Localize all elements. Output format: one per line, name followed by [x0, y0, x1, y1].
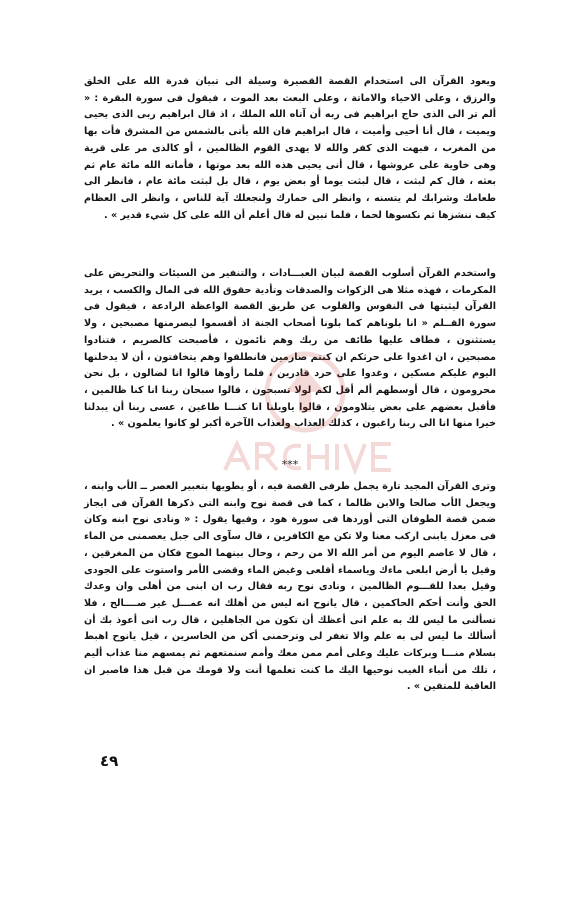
section-separator: *** [281, 458, 299, 471]
paragraph-noah-story: وترى القرآن المجيد تارة يجمل طرفى القصة فيه ، أو يطويها بتعبير العصر ــ الأب وابنه ، ويجعل الأب صالحا والابن ظالما ، كما فى قصة نوح وابنه التى ذكرها القرآن فى ايجاز ضمن قصة الطوفان التى أوردها فى سورة هود ، وفيها يقول : « ونادى نوح ابنه وكان فى معزل يابنى اركب معنا ولا تكن مع الكافرين ، قال سآوى الى جبل يعصمنى من الماء ، قال لا عاصم اليوم من أمر الله الا من رحم ، وحال بينهما الموج فكان من المغرقين ، وقيل يا أرض ابلعى ماءك وياسماء أقلعى وغيض الماء وقضى الأمر واستوت على الجودى وقيل بعدا للقـــوم الظالمين ، ونادى نوح ربه فقال رب ان ابنى من أهلى وان وعدك الحق وأنت أحكم الحاكمين ، قال يانوح انه ليس من أهلك انه عمـــل غير صــــالح ، فلا تسألنى ما ليس لك به علم انى أعظك أن تكون من الجاهلين ، قال رب انى أعوذ بك أن أسألك ما ليس لى به علم والا تغفر لى وترحمنى أكن من الخاسرين ، قيل يانوح اهبط بسلام منـــا وبركات عليك وعلى أمم ممن معك وأمم سنمتعهم ثم يمسهم منا عذاب أليم ، تلك من أنباء الغيب نوحيها اليك ما كنت تعلمها أنت ولا قومك من قبل هذا فاصبر ان العاقبة للمتقين » . [84, 481, 496, 693]
paragraph-garden-owners-story: واستخدم القرآن أسلوب القصة لبيان العبـــادات ، والتنفير من السيئات والتحريض على المكرمات ، فهذه مثلا هى الزكوات والصدقات وتأدية حقوق الله فى المال والكسب ، يريد القرآن ليثبتها فى النفوس والقلوب عن طريق القصة الواعظة الرادعة ، فيقول فى سورة القــلم « انا بلوناهم كما بلونا أصحاب الجنة اذ أقسموا ليصرمنها مصبحين ، ولا يستثنون ، فطاف عليها طائف من ربك وهم نائمون ، فأصبحت كالصريم ، فتنادوا مصبحين ، ان اغدوا على حرثكم ان كنتم صارمين فانطلقوا وهم يتخافتون ، أن لا يدخلنها اليوم عليكم مسكين ، وغدوا على حرد قادرين ، فلما رأوها قالوا انا لضالون ، بل نحن محرومون ، قال أوسطهم ألم أقل لكم لولا تسبحون ، قالوا سبحان ربنا انا كنا ظالمين ، فأقبل بعضهم على بعض يتلاومون ، قالوا ياويلنا انا كنـــا طاغين ، عسى ربنا أن يبدلنا خيرا منها انا الى ربنا راغبون ، كذلك العذاب ولعذاب الآخرة أكبر لو كانوا يعلمون » . [84, 268, 496, 430]
paragraph-creation-story: ويعود القرآن الى استخدام القصة القصيرة وسيلة الى تبيان قدرة الله على الخلق والرزق ، وعلى الاحياء والاماتة ، وعلى البعث بعد الموت ، فيقول فى سورة البقرة : « ألم تر الى الذى حاج ابراهيم فى ربه أن آتاه الله الملك ، اذ قال ابراهيم ربى الذى يحيى ويميت ، قال أنا أحيى وأميت ، قال ابراهيم فان الله يأتى بالشمس من المشرق فأت بها من المغرب ، فبهت الذى كفر والله لا يهدى القوم الظالمين ، أو كالذى مر على قرية وهى خاوية على عروشها ، قال أنى يحيى هذه الله بعد موتها ، فأماته الله مائة عام ثم بعثه ، قال كم لبثت ، قال لبثت يوما أو بعض يوم ، قال بل لبثت مائة عام ، فانظر الى طعامك وشرابك لم يتسنه ، وانظر الى حمارك ولنجعلك آية للناس ، وانظر الى العظام كيف ننشزها ثم نكسوها لحما ، فلما تبين له قال أعلم أن الله على كل شيء قدير » . [84, 76, 496, 221]
page-number: ٤٩ [100, 752, 119, 770]
